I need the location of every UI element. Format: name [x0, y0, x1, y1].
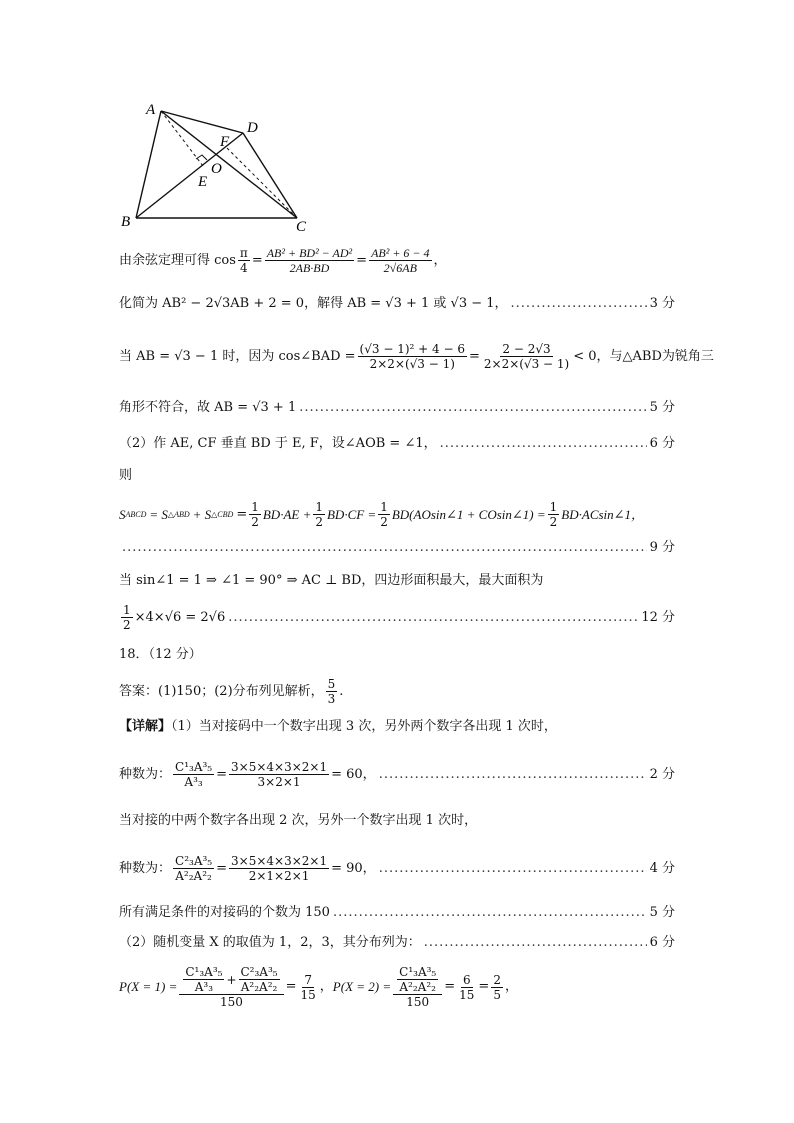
label-b: B — [121, 214, 131, 230]
frac-den: A²₂A²₂ — [399, 980, 436, 994]
frac-den: 150 — [220, 995, 243, 1009]
frac-prob-x1 — [179, 965, 283, 1009]
area-term-3: BD(AOsin∠1 + COsin∠1) = — [391, 506, 546, 522]
label-o: O — [211, 161, 222, 177]
frac-num: C²₃A³₅ — [175, 854, 213, 868]
frac-den: 2AB·BD — [289, 261, 330, 275]
score-9: 9 分 — [649, 540, 675, 555]
frac-den: A³₃ — [194, 980, 214, 994]
line-conclusion-ab — [119, 399, 675, 417]
frac-six-fifteenths — [457, 973, 476, 1002]
prob-x2-label: P(X = 2) = — [332, 979, 392, 994]
frac-den: 2 — [123, 618, 131, 632]
conclusion-text: 角形不符合，故 AB = √3 + 1 — [119, 400, 297, 415]
equals-sign: = — [285, 979, 297, 994]
leader-dots — [440, 435, 647, 453]
frac-num: AB² + 6 − 4 — [371, 246, 430, 260]
frac-num: 1 — [549, 500, 558, 514]
frac-num: 2 − 2√3 — [502, 342, 551, 356]
distribution-text: （2）随机变量 X 的取值为 1，2，3，其分布列为： — [119, 935, 421, 950]
leader-dots — [333, 904, 647, 922]
label-d: D — [247, 120, 258, 136]
frac-part-a — [183, 965, 224, 994]
frac-num: AB² + BD² − AD² — [266, 246, 353, 260]
leader-dots — [228, 609, 638, 627]
frac-num: C¹₃A³₅ — [399, 965, 437, 979]
simplify-text: 化简为 AB² − 2√3AB + 2 = 0，解得 AB = √3 + 1 或 √3 − 1， — [119, 296, 508, 311]
score-5: 5 分 — [649, 400, 675, 415]
prob-x1-label: P(X = 1) = — [119, 979, 178, 994]
line-score-9 — [119, 539, 675, 557]
frac-num: C²₃A³₅ — [240, 965, 278, 979]
frac-den: 15 — [300, 987, 316, 1002]
frac-den: 2×2×(√3 − 1) — [369, 357, 455, 371]
frac-num: (√3 − 1)² + 4 − 6 — [359, 342, 465, 356]
frac-cos-bad — [358, 342, 467, 371]
line-max-area — [119, 572, 675, 590]
line-case-2 — [119, 812, 675, 830]
line-count-60 — [119, 760, 675, 789]
line-question-18 — [119, 646, 675, 664]
dashed-cf — [226, 147, 297, 218]
count-result: = 90， — [331, 860, 376, 876]
equals-sign: = — [251, 252, 263, 268]
equals-sign: = — [478, 979, 490, 994]
line-probabilities — [119, 965, 675, 1009]
check-prefix: 当 AB = √3 − 1 时，因为 cos∠BAD = — [119, 348, 356, 364]
frac-den: 2 — [251, 515, 259, 529]
label-f: F — [220, 134, 230, 150]
label-c: C — [296, 219, 307, 235]
frac-num: 7 — [304, 972, 312, 987]
frac-part-b — [239, 965, 280, 994]
frac-num: 5 — [327, 677, 336, 691]
line-detail — [119, 718, 675, 736]
total-text: 所有满足条件的对接码的个数为 150 — [119, 905, 330, 920]
leader-dots — [299, 399, 646, 417]
frac-den: 150 — [406, 995, 430, 1009]
frac-prob-x2 — [393, 965, 442, 1009]
line-answer — [119, 677, 675, 706]
equals-sign: = — [236, 506, 248, 522]
score-4: 4 分 — [649, 860, 675, 876]
score-6: 6 分 — [649, 935, 675, 950]
comma: ， — [433, 252, 447, 268]
frac-den: 5 — [493, 987, 501, 1002]
frac-num — [393, 965, 442, 995]
frac-num: 1 — [251, 500, 259, 514]
frac-half — [548, 500, 560, 529]
frac-num: 1 — [315, 500, 323, 514]
plus-sign: + — [226, 972, 237, 987]
line-count-90 — [119, 854, 675, 883]
equals-sign: = — [216, 860, 228, 876]
frac-den: 2√6AB — [383, 261, 417, 275]
frac-num: C¹₃A³₅ — [175, 760, 213, 774]
equals-sign: = — [444, 979, 456, 994]
line-total-150 — [119, 904, 675, 922]
leader-dots — [424, 934, 647, 952]
cos-prefix: 由余弦定理可得 cos — [119, 252, 236, 268]
frac-den: 3×2×1 — [257, 775, 301, 789]
detail-heading: 【详解】 — [119, 719, 172, 734]
answer-text: 答案：(1)150；(2)分布列见解析， — [119, 683, 324, 699]
score-2: 2 分 — [649, 766, 675, 782]
frac-den: 2×2×(√3 − 1) — [483, 357, 570, 371]
sub-cbd: △CBD — [211, 509, 234, 519]
edge-da — [161, 111, 243, 133]
frac-den: 2 — [315, 515, 323, 529]
score-6: 6 分 — [649, 436, 675, 451]
frac-five-thirds — [326, 677, 338, 706]
frac-den: A²₂A²₂ — [175, 869, 212, 883]
part2-text: （2）作 AE, CF 垂直 BD 于 E, F，设∠AOB = ∠1， — [119, 436, 437, 451]
frac-num: 3×5×4×3×2×1 — [231, 760, 328, 774]
equals-sign: = — [356, 252, 368, 268]
max-area-text: 当 sin∠1 = 1 ⇒ ∠1 = 90° ⇒ AC ⊥ BD，四边形面积最大，最大面积为 — [119, 573, 544, 588]
frac-count-numeric — [229, 854, 329, 883]
case-2-text: 当对接的中两个数字各出现 2 次，另外一个数字出现 1 次时， — [119, 813, 478, 828]
leader-dots — [379, 766, 647, 784]
frac-cos-bad-2 — [482, 342, 571, 371]
line-max-value — [119, 603, 675, 632]
frac-pi-4 — [238, 246, 250, 275]
detail-text: （1）当对接码中一个数字出现 3 次，另外两个数字各出现 1 次时， — [171, 719, 557, 734]
diagonal-ac — [161, 111, 297, 218]
label-a: A — [146, 102, 156, 118]
area-term-4: BD·ACsin∠1， — [561, 506, 645, 522]
count-label: 种数为： — [119, 860, 172, 876]
comma: ， — [504, 979, 518, 994]
edge-cd — [243, 133, 297, 218]
leader-dots — [379, 860, 647, 878]
question-number: 18．（12 分） — [119, 647, 202, 662]
sub-abcd: ABCD — [125, 509, 147, 519]
frac-den: 2 — [380, 515, 388, 529]
frac-part-c — [397, 965, 438, 994]
leader-dots — [122, 539, 647, 557]
line-check-case — [119, 342, 714, 371]
frac-den: 4 — [240, 261, 248, 275]
period: . — [339, 683, 344, 699]
frac-seven-fifteenths — [299, 973, 318, 1002]
area-plus-s: + S — [192, 506, 212, 522]
max-value-text: ×4×√6 = 2√6 — [134, 609, 226, 625]
score-12: 12 分 — [641, 609, 675, 625]
line-distribution-intro — [119, 934, 675, 952]
frac-num: 2 — [493, 972, 501, 987]
frac-count-numeric — [229, 760, 329, 789]
line-simplify — [119, 295, 675, 313]
comma: ， — [319, 979, 333, 994]
then-text: 则 — [119, 468, 133, 483]
line-part2-setup — [119, 435, 675, 453]
frac-den: 2×1×2×1 — [248, 869, 310, 883]
frac-count-formula — [173, 854, 214, 883]
area-term-1: BD·AE + — [262, 506, 312, 522]
line-then — [119, 467, 675, 485]
score-5: 5 分 — [649, 905, 675, 920]
frac-cos-formula — [265, 246, 354, 275]
frac-half — [121, 603, 133, 632]
line-cosine-law — [119, 246, 675, 275]
check-tail: < 0，与△ABD为锐角三 — [573, 348, 714, 364]
leader-dots — [511, 295, 647, 313]
area-s: S — [119, 506, 126, 522]
score-3: 3 分 — [649, 296, 675, 311]
frac-num: π — [239, 246, 248, 260]
frac-num: 1 — [380, 500, 388, 514]
frac-den: A²₂A²₂ — [240, 980, 278, 994]
line-area-formula — [119, 500, 675, 529]
frac-count-formula — [173, 760, 214, 789]
quadrilateral-figure — [0, 0, 794, 240]
frac-den: A³₃ — [184, 775, 203, 789]
equals-sign: = — [468, 348, 480, 364]
equals-sign: = — [216, 766, 228, 782]
count-label: 种数为： — [119, 766, 172, 782]
frac-half — [378, 500, 390, 529]
frac-num: 6 — [462, 972, 471, 987]
frac-half — [313, 500, 325, 529]
count-result: = 60， — [331, 766, 376, 782]
frac-two-fifths — [491, 973, 503, 1002]
frac-den: 15 — [459, 987, 475, 1002]
frac-num: 3×5×4×3×2×1 — [231, 854, 328, 868]
frac-num: C¹₃A³₅ — [185, 965, 223, 979]
area-term-2: BD·CF = — [326, 506, 377, 522]
frac-half — [249, 500, 261, 529]
label-e: E — [198, 174, 208, 190]
frac-substituted — [369, 246, 431, 275]
area-eq-s: = S — [149, 506, 168, 522]
frac-den: 3 — [327, 692, 336, 706]
frac-den: 2 — [549, 515, 558, 529]
frac-num: 1 — [123, 603, 131, 617]
sub-abd: △ABD — [167, 509, 190, 519]
frac-num — [179, 965, 283, 995]
